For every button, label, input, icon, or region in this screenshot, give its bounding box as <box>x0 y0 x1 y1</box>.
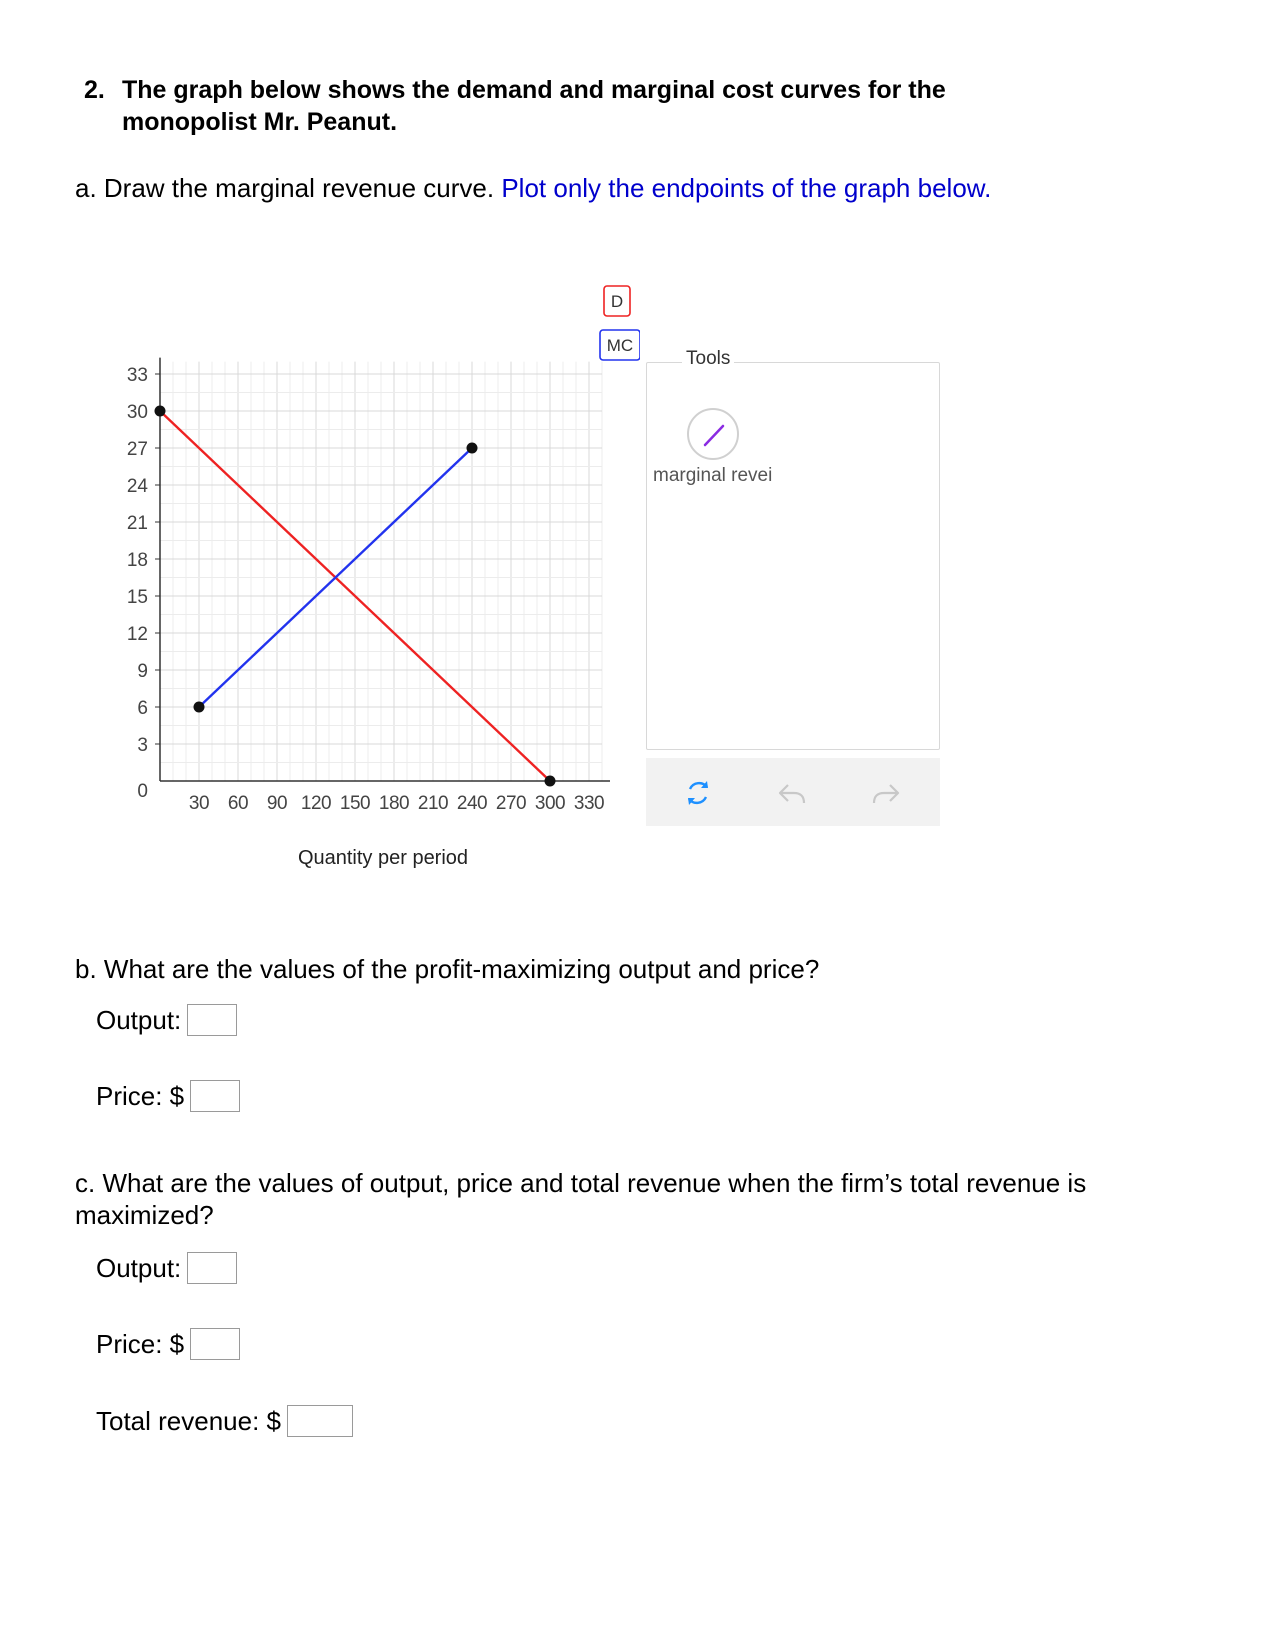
x-tick-label: 30 <box>188 793 210 814</box>
x-tick-label: 210 <box>417 793 449 814</box>
part-b-output-input[interactable] <box>187 1004 237 1036</box>
marginal-revenue-tool-button[interactable] <box>687 408 739 460</box>
y-tick-label: 15 <box>126 587 148 608</box>
part-c-question: c. What are the values of output, price and total revenue when the firm’s total revenue is maximized? <box>75 1168 1087 1230</box>
question-text: The graph below shows the demand and marginal cost curves for the monopolist Mr. Peanut. <box>122 76 946 136</box>
series-point-d <box>545 776 556 787</box>
y-tick-label: 18 <box>126 550 148 571</box>
x-tick-label: 180 <box>378 793 410 814</box>
y-tick-label: 9 <box>137 661 148 682</box>
redo-icon[interactable] <box>870 777 902 809</box>
question-number: 2. <box>84 76 105 104</box>
part-a <box>75 172 991 204</box>
legend-label-mc: MC <box>606 336 634 355</box>
tool-label: marginal revei <box>653 465 773 486</box>
y-tick-label: 0 <box>137 781 148 802</box>
y-tick-label: 24 <box>126 476 148 497</box>
chart-grid <box>160 362 602 781</box>
series-point-d <box>155 406 166 417</box>
part-c-total-revenue-label: Total revenue: $ <box>96 1405 282 1436</box>
y-tick-label: 30 <box>126 402 148 423</box>
x-tick-label: 270 <box>495 793 527 814</box>
x-tick-label: 120 <box>300 793 332 814</box>
part-c-price-input[interactable] <box>190 1328 240 1360</box>
x-axis-label: Quantity per period <box>297 847 469 869</box>
x-tick-label: 330 <box>573 793 605 814</box>
part-a-text: a. Draw the marginal revenue curve. <box>75 173 495 203</box>
part-c-output-input[interactable] <box>187 1252 237 1284</box>
tools-title: Tools <box>682 348 734 370</box>
undo-icon[interactable] <box>776 777 808 809</box>
part-a-instruction: Plot only the endpoints of the graph below. <box>501 173 992 203</box>
x-tick-label: 150 <box>339 793 371 814</box>
part-b-output-label: Output: <box>96 1004 182 1035</box>
part-c-total-revenue-input[interactable] <box>287 1405 353 1437</box>
y-tick-label: 6 <box>137 698 148 719</box>
chart-legend <box>600 286 640 360</box>
legend-label-d: D <box>610 292 624 311</box>
line-draw-icon <box>689 410 737 458</box>
series-point-mc <box>467 443 478 454</box>
series-point-mc <box>194 702 205 713</box>
y-tick-label: 33 <box>126 365 148 386</box>
part-c-price-row <box>96 1328 240 1360</box>
part-b-price-input[interactable] <box>190 1080 240 1112</box>
tools-panel-body <box>646 362 940 750</box>
x-tick-label: 90 <box>266 793 288 814</box>
part-c-output-row <box>96 1252 237 1284</box>
x-tick-label: 300 <box>534 793 566 814</box>
question-header <box>84 74 1084 138</box>
part-b-output-row <box>96 1004 237 1036</box>
y-tick-label: 3 <box>137 735 148 756</box>
part-c-output-label: Output: <box>96 1252 182 1283</box>
tools-footer <box>646 758 940 826</box>
part-c-total-revenue-row <box>96 1405 353 1437</box>
y-tick-label: 27 <box>126 439 148 460</box>
y-tick-label: 12 <box>126 624 148 645</box>
demand-mc-chart[interactable] <box>0 270 640 890</box>
y-tick-label: 21 <box>126 513 148 534</box>
part-b-question: b. What are the values of the profit-maximizing output and price? <box>75 954 820 984</box>
x-tick-label: 240 <box>456 793 488 814</box>
part-b-price-row <box>96 1080 240 1112</box>
part-c-price-label: Price: $ <box>96 1328 185 1359</box>
x-tick-label: 60 <box>227 793 249 814</box>
part-b-price-label: Price: $ <box>96 1080 185 1111</box>
reset-icon[interactable] <box>682 777 714 809</box>
